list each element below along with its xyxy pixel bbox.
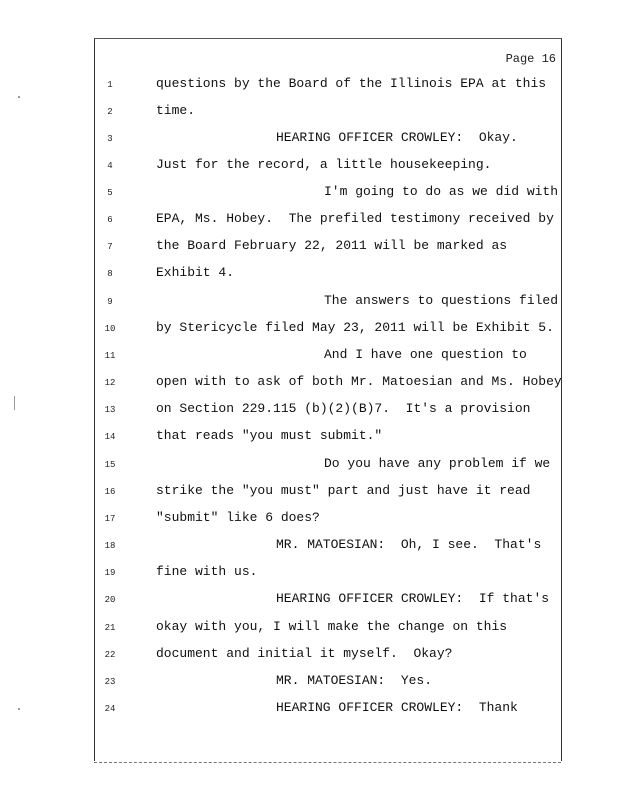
line-number: 9 — [107, 297, 113, 307]
line-number: 24 — [104, 704, 116, 714]
transcript-line: fine with us. — [156, 564, 258, 579]
transcript-line: The answers to questions filed — [324, 293, 559, 308]
transcript-line: document and initial it myself. Okay? — [156, 646, 453, 661]
scan-speck — [18, 708, 20, 710]
transcript-line: EPA, Ms. Hobey. The prefiled testimony received by — [156, 211, 554, 226]
line-number: 8 — [107, 269, 113, 279]
transcript-line: MR. MATOESIAN: Oh, I see. That's — [276, 537, 542, 552]
bottom-rule — [94, 762, 561, 763]
transcript-line: And I have one question to — [324, 347, 527, 362]
line-number: 7 — [107, 242, 113, 252]
line-number: 2 — [107, 107, 113, 117]
line-number: 22 — [104, 650, 116, 660]
transcript-line: open with to ask of both Mr. Matoesian and Ms. Hobey — [156, 374, 562, 389]
line-number: 12 — [104, 378, 116, 388]
line-number: 18 — [104, 541, 116, 551]
transcript-line: okay with you, I will make the change on this — [156, 619, 508, 634]
line-number: 14 — [104, 432, 116, 442]
line-number: 4 — [107, 161, 113, 171]
transcript-line: time. — [156, 103, 196, 118]
line-number: 16 — [104, 487, 116, 497]
scan-speck — [18, 96, 20, 98]
line-number: 23 — [104, 677, 116, 687]
line-number: 17 — [104, 514, 116, 524]
transcript-line: I'm going to do as we did with — [324, 184, 559, 199]
line-number: 6 — [107, 215, 113, 225]
line-number: 11 — [104, 351, 116, 361]
transcript-line: "submit" like 6 does? — [156, 510, 320, 525]
line-number: 10 — [104, 324, 116, 334]
transcript-line: by Stericycle filed May 23, 2011 will be Exhibit 5. — [156, 320, 554, 335]
transcript-line: HEARING OFFICER CROWLEY: Thank — [276, 700, 518, 715]
transcript-line: questions by the Board of the Illinois EPA at this — [156, 76, 547, 91]
line-number: 21 — [104, 623, 116, 633]
line-number: 15 — [104, 460, 116, 470]
line-number: 5 — [107, 188, 113, 198]
transcript-line: Just for the record, a little housekeeping. — [156, 157, 492, 172]
transcript-line: strike the "you must" part and just have it read — [156, 483, 531, 498]
transcript-line: Do you have any problem if we — [324, 456, 551, 471]
transcript-line: Exhibit 4. — [156, 265, 235, 280]
line-number: 20 — [104, 595, 116, 605]
transcript-line: HEARING OFFICER CROWLEY: If that's — [276, 591, 550, 606]
page-number: Page 16 — [505, 52, 556, 66]
line-number: 19 — [104, 568, 116, 578]
transcript-line: that reads "you must submit." — [156, 428, 383, 443]
line-number: 3 — [107, 134, 113, 144]
transcript-line: HEARING OFFICER CROWLEY: Okay. — [276, 130, 518, 145]
transcript-line: on Section 229.115 (b)(2)(B)7. It's a provision — [156, 401, 531, 416]
transcript-line: the Board February 22, 2011 will be marked as — [156, 238, 508, 253]
line-number: 1 — [107, 80, 113, 90]
transcript-line: MR. MATOESIAN: Yes. — [276, 673, 433, 688]
line-number: 13 — [104, 405, 116, 415]
scan-speck — [14, 396, 15, 410]
